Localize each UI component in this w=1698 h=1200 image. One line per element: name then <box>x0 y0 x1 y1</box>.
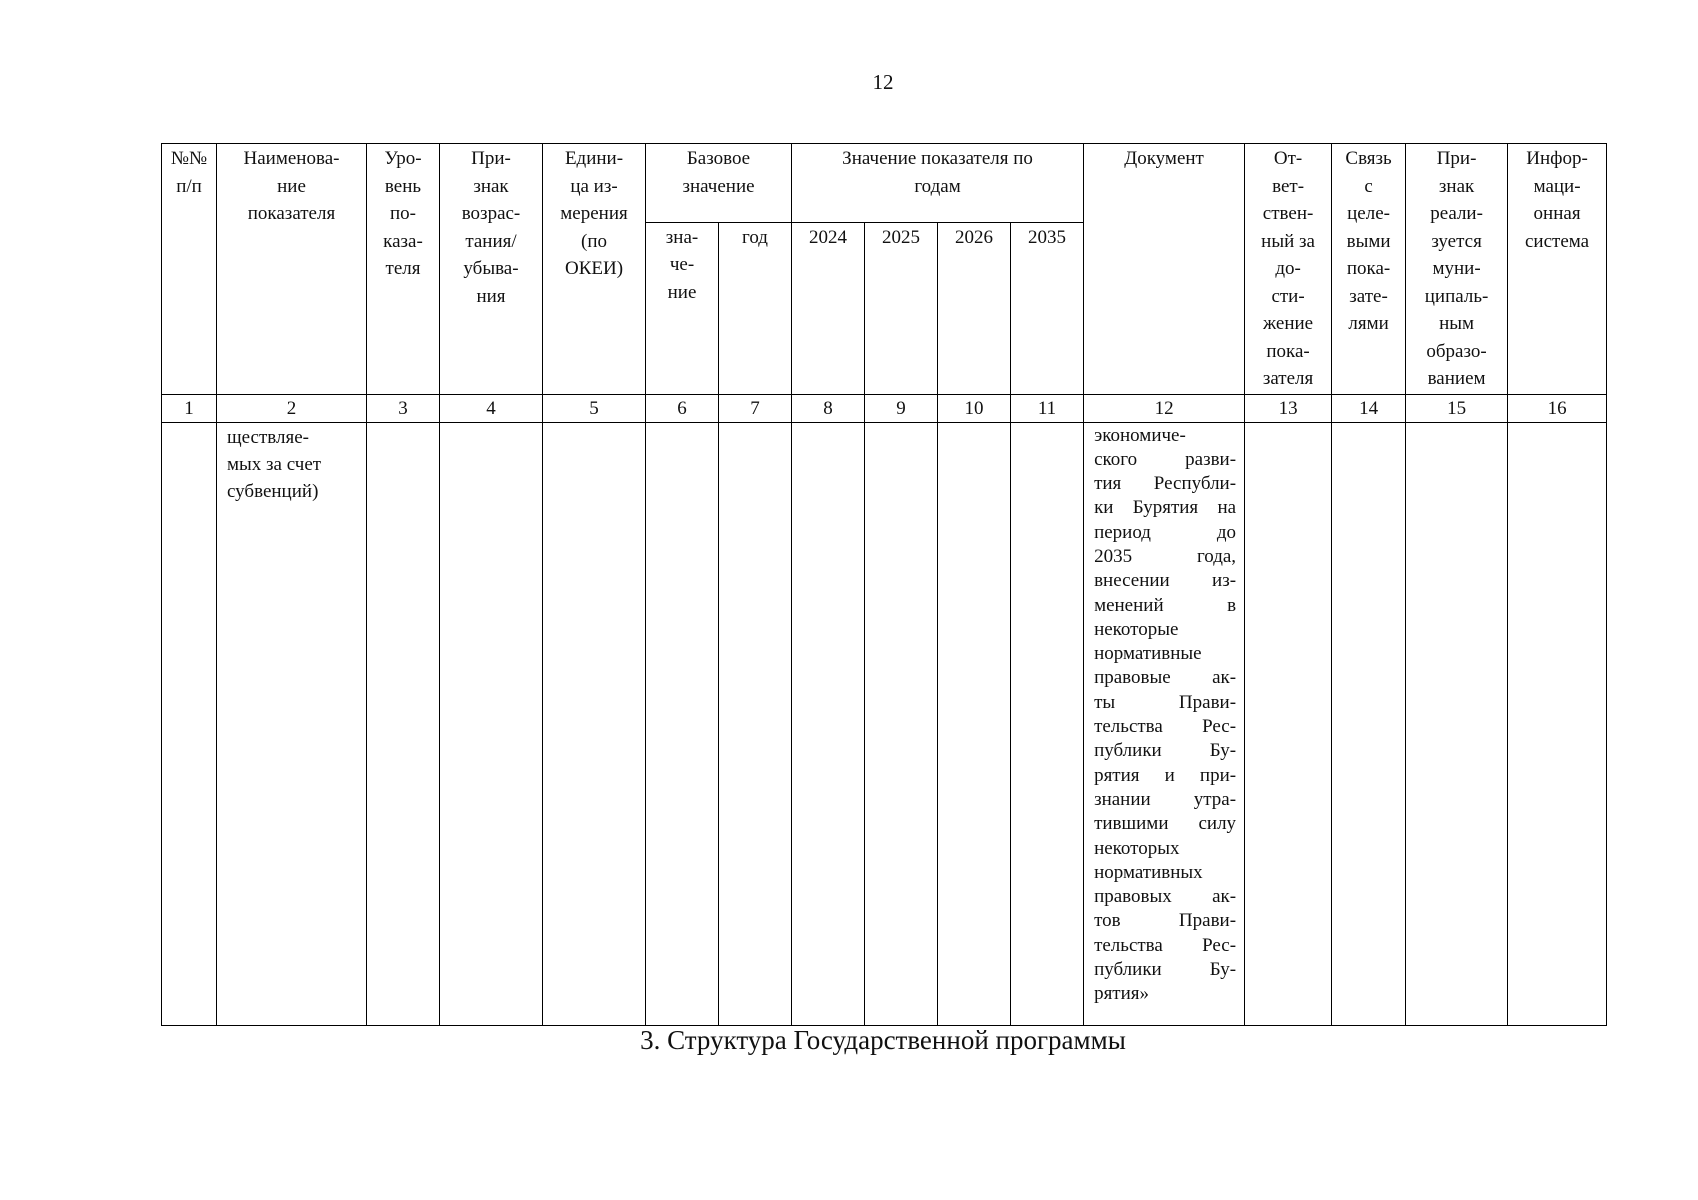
header-trend <box>440 144 543 395</box>
data-cell-trend <box>440 422 543 1025</box>
data-cell-name <box>217 422 367 1025</box>
column-number: 11 <box>1011 394 1084 422</box>
column-number-row <box>162 394 1607 422</box>
text-line: Инфор- <box>1526 148 1588 169</box>
column-number: 13 <box>1245 394 1332 422</box>
text-line: Значение показателя по <box>842 148 1033 169</box>
text-line: зуется <box>1431 230 1482 252</box>
text-line: с <box>1364 175 1373 197</box>
text-line: ского разви- <box>1094 448 1237 470</box>
header-link <box>1332 144 1406 395</box>
text-line: каза- <box>383 230 423 252</box>
header-document <box>1084 144 1245 395</box>
header-base-value <box>646 222 719 394</box>
text-line: №№ <box>170 148 208 169</box>
text-line: рятия и при- <box>1094 764 1237 786</box>
page-number: 12 <box>872 70 894 94</box>
data-cell-responsible <box>1245 422 1332 1025</box>
text-line: ным <box>1439 313 1475 334</box>
header-name <box>217 144 367 395</box>
text-line: От- <box>1273 148 1303 169</box>
column-number: 6 <box>646 394 719 422</box>
text-line: Базовое <box>686 148 751 169</box>
column-number: 10 <box>938 394 1011 422</box>
text-line: ванием <box>1427 368 1486 389</box>
text-line: мых за счет <box>227 453 322 475</box>
text-line: вень <box>384 175 422 197</box>
text-line: нормативные <box>1094 643 1202 665</box>
text-line: зателя <box>1262 368 1314 389</box>
data-cell-municipal <box>1406 422 1508 1025</box>
text-line: образо- <box>1426 340 1487 362</box>
text-line: че- <box>669 254 695 276</box>
data-cell-num <box>162 422 217 1025</box>
text-line: публики Бу- <box>1094 959 1237 981</box>
data-cell-2035 <box>1011 422 1084 1025</box>
column-number: 7 <box>719 394 792 422</box>
text-line: до- <box>1275 258 1301 279</box>
header-base-group <box>646 144 792 223</box>
data-cell-unit <box>543 422 646 1025</box>
header-year-2024: 2024 <box>792 222 865 394</box>
text-line: система <box>1525 230 1590 252</box>
data-cell-base-year <box>719 422 792 1025</box>
data-cell-level <box>367 422 440 1025</box>
data-cell-2026 <box>938 422 1011 1025</box>
text-line: значение <box>682 175 755 197</box>
data-row <box>162 422 1607 1025</box>
indicators-table <box>161 143 1607 1026</box>
header-base-year <box>719 222 792 394</box>
text-line: сти- <box>1271 285 1305 307</box>
text-line: субвенций) <box>227 480 319 502</box>
text-line: нормативных <box>1094 861 1203 883</box>
header-years-group <box>792 144 1084 223</box>
data-cell-info-system <box>1508 422 1607 1025</box>
text-line: жение <box>1263 313 1314 334</box>
text-line: При- <box>1436 148 1477 169</box>
text-line: тельства Рес- <box>1094 716 1237 738</box>
text-line: убыва- <box>463 258 519 279</box>
data-cell-2024 <box>792 422 865 1025</box>
text-line: ты Прави- <box>1094 691 1237 713</box>
text-line: Наименова- <box>243 148 340 169</box>
text-line: Уро- <box>384 148 422 169</box>
header-year-2026: 2026 <box>938 222 1011 394</box>
text-line: пока- <box>1346 258 1391 279</box>
text-line: правовых ак- <box>1094 886 1237 908</box>
header-row-1 <box>162 144 1607 223</box>
data-cell-base-value <box>646 422 719 1025</box>
text-line: ствен- <box>1262 203 1314 224</box>
header-year-2025: 2025 <box>865 222 938 394</box>
header-municipal <box>1406 144 1508 395</box>
column-number: 1 <box>162 394 217 422</box>
text-line: п/п <box>176 175 202 197</box>
text-line: показателя <box>247 203 336 224</box>
text-line: Связь <box>1345 148 1392 169</box>
text-line: знак <box>1438 175 1475 197</box>
text-line: (по <box>581 230 607 252</box>
data-cell-2025 <box>865 422 938 1025</box>
data-cell-document <box>1084 422 1245 1025</box>
text-line: возрас- <box>461 203 521 224</box>
header-responsible <box>1245 144 1332 395</box>
text-line: выми <box>1346 230 1391 252</box>
text-line: знак <box>473 175 509 197</box>
text-line: некоторые <box>1094 618 1179 640</box>
text-line: экономиче- <box>1094 424 1186 446</box>
column-number: 8 <box>792 394 865 422</box>
column-number: 5 <box>543 394 646 422</box>
text-line: зате- <box>1349 285 1388 307</box>
column-number: 16 <box>1508 394 1607 422</box>
text-line: пока- <box>1266 340 1310 362</box>
text-line: тания/ <box>465 230 517 252</box>
text-line: менений в <box>1094 594 1237 616</box>
text-line: год <box>742 226 768 248</box>
text-line: внесении из- <box>1094 570 1237 592</box>
text-line: ние <box>277 175 306 197</box>
data-cell-link <box>1332 422 1406 1025</box>
text-line: тившими силу <box>1094 813 1237 835</box>
text-line: период до <box>1094 521 1237 543</box>
text-line: муни- <box>1432 258 1481 279</box>
column-number: 2 <box>217 394 367 422</box>
text-line: вет- <box>1272 175 1305 197</box>
column-number: 9 <box>865 394 938 422</box>
text-line: тельства Рес- <box>1094 934 1237 956</box>
text-line: онная <box>1533 203 1581 224</box>
text-line: некоторых <box>1094 837 1180 859</box>
column-number: 3 <box>367 394 440 422</box>
text-line: лями <box>1348 313 1389 334</box>
text-line: по- <box>390 203 416 224</box>
text-line: реали- <box>1430 203 1483 224</box>
text-line: публики Бу- <box>1094 740 1237 762</box>
text-line: ципаль- <box>1424 285 1489 307</box>
text-line: ки Бурятия на <box>1094 497 1237 519</box>
text-line: годам <box>914 175 961 197</box>
text-line: Едини- <box>564 148 624 169</box>
text-line: рятия» <box>1094 983 1150 1005</box>
column-number: 4 <box>440 394 543 422</box>
text-line: тов Прави- <box>1094 910 1237 932</box>
column-number: 15 <box>1406 394 1508 422</box>
text-line: ния <box>476 285 506 307</box>
text-line: мерения <box>560 203 628 224</box>
text-line: теля <box>385 258 421 279</box>
text-line: Документ <box>1124 148 1204 169</box>
header-info-system <box>1508 144 1607 395</box>
text-line: 2035 года, <box>1094 545 1237 567</box>
text-line: знании утра- <box>1094 788 1237 810</box>
header-unit <box>543 144 646 395</box>
text-line: ОКЕИ) <box>564 258 624 279</box>
column-number: 14 <box>1332 394 1406 422</box>
text-line: правовые ак- <box>1094 667 1237 689</box>
text-line: тия Республи- <box>1094 473 1237 495</box>
text-line: зна- <box>665 226 699 248</box>
header-num <box>162 144 217 395</box>
text-line: ние <box>667 281 697 303</box>
section-title: 3. Структура Государственной программы <box>640 1025 1126 1055</box>
column-number: 12 <box>1084 394 1245 422</box>
text-line: целе- <box>1347 203 1390 224</box>
text-line: маци- <box>1533 175 1581 197</box>
text-line: ца из- <box>570 175 618 197</box>
header-level <box>367 144 440 395</box>
text-line: При- <box>471 148 511 169</box>
text-line: ществляе- <box>227 426 309 448</box>
text-line: ный за <box>1261 230 1315 252</box>
header-year-2035: 2035 <box>1011 222 1084 394</box>
